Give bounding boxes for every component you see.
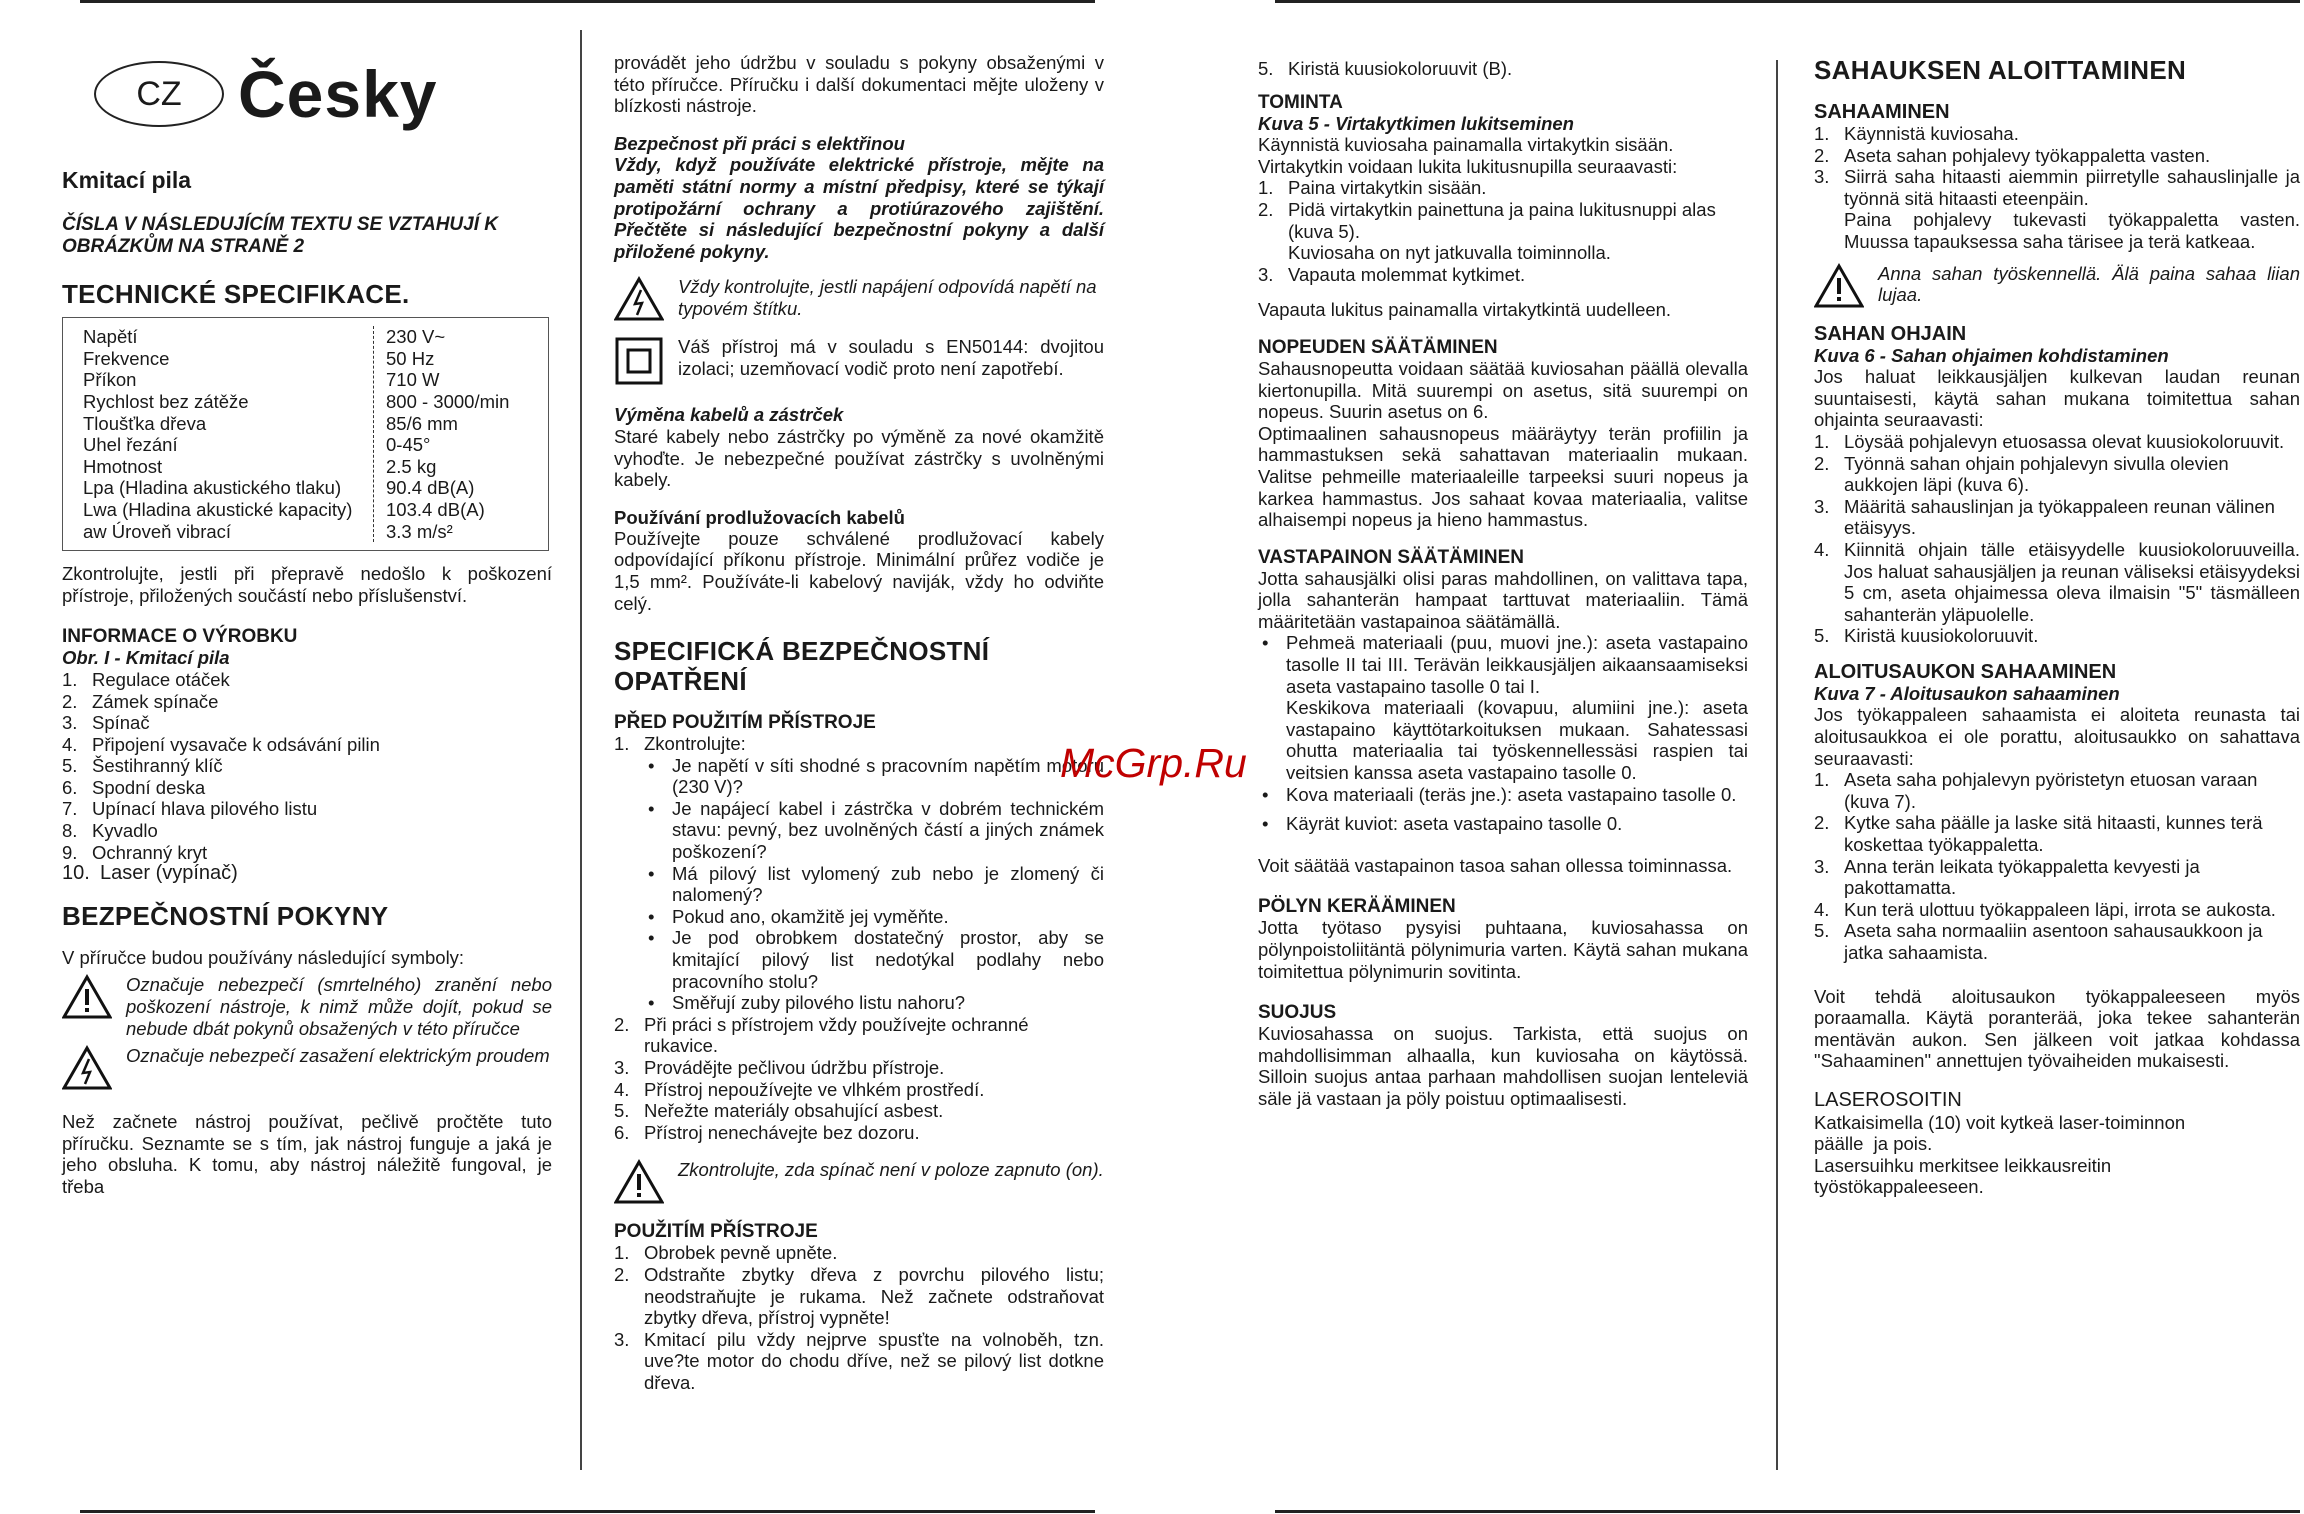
spec-label: Lpa (Hladina akustického tlaku) [83, 477, 342, 499]
list-item: Kuviosaha on nyt jatkuvalla toiminnolla. [1288, 242, 1611, 264]
spec-value: 800 - 3000/min [386, 390, 510, 412]
guard-text: Kuviosahassa on suojus. Tarkista, että suojus on mahdollisimman alhaalla, kun kuviosaha on käytössä. Silloin suojus antaa parhaan mahdollisen suojan lenteleviä säle jä vastaan ja pöly poistuu optimaalisesti. [1258, 1023, 1748, 1109]
use-heading: POUŽITÍM PŘÍSTROJE [614, 1221, 818, 1243]
list-item: 1. Obrobek pevně upněte. [614, 1242, 838, 1264]
spec-value: 3.3 m/s² [386, 520, 453, 542]
column-3 [1258, 58, 1748, 1110]
spec-label: Rychlost bez zátěže [83, 390, 249, 412]
symbols-intro: V příručce budou používány následující symboly: [62, 946, 465, 968]
list-item: 2. Työnnä sahan ohjain pohjalevyn sivulla olevien aukkojen läpi (kuva 6). [1814, 452, 2229, 496]
start-sawing-heading: SAHAUKSEN ALOITTAMINEN [1814, 55, 2187, 85]
spec-label: Frekvence [83, 347, 170, 369]
spec-label: Uhel řezání [83, 434, 178, 456]
list-item: 5. Neřežte materiály obsahující asbest. [614, 1100, 944, 1122]
counterweight-list [1258, 632, 1748, 834]
language-title: Česky [238, 57, 438, 131]
list-item: • Käyrät kuviot: aseta vastapaino tasolle 0. [1262, 813, 1623, 835]
list-item: 3. Siirrä saha hitaasti aiemmin piirretylle sahauslinjalle ja työnnä sitä hitaasti eteenpäin. [1814, 166, 2300, 209]
product-title: Kmitací pila [62, 167, 192, 193]
list-item: • Kova materiaali (teräs jne.): aseta vastapaino tasolle 0. [1262, 783, 1737, 805]
spec-table [62, 317, 549, 551]
warning-triangle-icon [1814, 263, 1864, 309]
laser-line: päälle ja pois. [1814, 1133, 1933, 1155]
insulation-note [614, 336, 1104, 386]
plunge-intro: Jos työkappaleen sahaamista ei aloiteta reunasta tai aloitusaukkoa ei ole porattu, aloitusaukko on sahattava seuraavasti: [1814, 704, 2300, 769]
list-item: 5. Aseta saha normaaliin asentoon sahausaukkoon ja jatka sahaamista. [1814, 920, 2263, 963]
laser-line: Lasersuihku merkitsee leikkausreitin [1814, 1154, 2112, 1176]
column-divider-left [580, 30, 582, 1470]
list-item: 3. Anna terän leikata työkappaletta kevyesti ja pakottamatta. [1814, 855, 2200, 899]
lock-steps [1258, 177, 1748, 285]
list-item: 2. Při práci s přístrojem vždy používejte ochranné rukavice. [614, 1013, 1029, 1057]
warning-note [62, 974, 552, 1039]
specific-safety-heading: SPECIFICKÁ BEZPEČNOSTNÍ OPATŘENÍ [614, 636, 990, 697]
speed-heading: NOPEUDEN SÄÄTÄMINEN [1258, 336, 1498, 358]
tech-spec-heading: TECHNICKÉ SPECIFIKACE. [62, 279, 410, 310]
list-item: 1. Paina virtakytkin sisään. [1258, 177, 1487, 199]
list-item: 7. Upínací hlava pilového listu [62, 798, 318, 820]
laser-line: Katkaisimella (10) voit kytkeä laser-toiminnon [1814, 1111, 2186, 1133]
tighten-step [1258, 58, 1748, 80]
counterweight-heading: VASTAPAINON SÄÄTÄMINEN [1258, 546, 1524, 568]
list-item: 1. Aseta saha pohjalevyn pyöristetyn etuosan varaan (kuva 7). [1814, 769, 2258, 812]
sawing-note [1814, 263, 2300, 309]
list-item: 3. Määritä sahauslinjan ja työkappaleen reunan välinen etäisyys. [1814, 495, 2275, 539]
guard-heading: SUOJUS [1258, 1002, 1337, 1024]
spec-label: Lwa (Hladina akustické kapacity) [83, 498, 353, 520]
spec-labels [83, 326, 373, 542]
list-item: 3. Spínač [62, 712, 150, 734]
list-item: 5. Šestihranný klíč [62, 755, 223, 777]
spec-value: 103.4 dB(A) [386, 498, 485, 520]
electric-safety-heading: Bezpečnost při práci s elektřinou [614, 132, 905, 154]
use-steps [614, 1242, 1104, 1393]
extension-heading: Používání prodlužovacích kabelů [614, 506, 905, 528]
spec-value: 710 W [386, 369, 440, 391]
switch-note-text: Zkontrolujte, zda spínač není v poloze zapnuto (on). [678, 1159, 1104, 1181]
list-item: 3. Kmitací pilu vždy nejprve spusťte na volnoběh, tzn. uve?te motor do chodu dříve, než se pilový list dotkne dřeva. [614, 1328, 1104, 1393]
speed-text-1: Sahausnopeutta voidaan säätää kuviosahan päällä olevalla kiertonupilla. Mitä suurempi on asetus, sitä suurempi on nopeus. Suurin asetus on 6. [1258, 357, 1748, 423]
list-item: • Je pod obrobkem dostatečný prostor, aby se kmitající pilový list nedotýkal podlahy nebo pracovního stolu? [648, 927, 1104, 992]
electric-hazard-icon [62, 1045, 112, 1091]
list-item: 3. Vapauta molemmat kytkimet. [1258, 263, 1526, 285]
column-2 [614, 52, 1104, 1394]
list-item: 5. Kiristä kuusiokoloruuvit (B). [1258, 58, 1513, 79]
list-item: 1. Käynnistä kuviosaha. [1814, 123, 2019, 144]
list-item: 2. Pidä virtakytkin painettuna ja paina lukitusnuppi alas (kuva 5). [1258, 198, 1716, 242]
spec-label: Hmotnost [83, 455, 163, 477]
list-item: 3. Provádějte pečlivou údržbu přístroje. [614, 1057, 945, 1078]
voltage-note [614, 276, 1104, 322]
spec-value: 50 Hz [386, 347, 435, 369]
list-item: 5. Kiristä kuusiokoloruuvit. [1814, 625, 2039, 647]
cable-heading: Výměna kabelů a zástrček [614, 404, 844, 426]
tominta-heading: TOMINTA [1258, 91, 1343, 113]
electric-hazard-icon [614, 276, 664, 322]
warning-triangle-icon [614, 1159, 664, 1205]
spec-value: 85/6 mm [386, 412, 458, 434]
sawing-heading: SAHAAMINEN [1814, 101, 1950, 123]
before-use-list [614, 733, 1104, 755]
counterweight-note: Voit säätää vastapainon tasoa sahan ollessa toiminnassa. [1258, 854, 1733, 876]
plunge-alternative: Voit tehdä aloitusaukon työkappaleeseen myös poraamalla. Käytä poranterää, joka tekee sahanterän mentävän aukon. Sen jälkeen voit jatkaa kohdassa "Sahaaminen" annettujen työvaiheiden mukaisesti. [1814, 985, 2300, 1072]
transport-check: Zkontrolujte, jestli při přepravě nedošlo k poškození přístroje, přiložených součástí nebo příslušenství. [62, 563, 552, 606]
list-item: 1. Zkontrolujte: [614, 733, 746, 755]
country-code-badge: CZ [94, 61, 224, 127]
read-manual-text: Než začnete nástroj používat, pečlivě pročtěte tuto příručku. Seznamte se s tím, jak nástroj funguje a jaká je jeho obsluha. K tomu, aby nástroj náležitě fungoval, je třeba [62, 1111, 552, 1197]
double-insulation-icon [614, 336, 664, 386]
column-1 [62, 166, 552, 1198]
list-item: 4. Připojení vysavače k odsávání pilin [62, 733, 380, 755]
list-item: Paina pohjalevy tukevasti työkappaletta vasten. Muussa tapauksessa saha tärisee ja terä katkeaa. [1844, 209, 2300, 252]
speed-text-2: Optimaalinen sahausnopeus määräytyy terän profiilin ja hammastuksen sekä sahattavan materiaalin mukaan. Valitse pehmeille materiaaleille tarpeeksi suuri nopeus ja karkea hammastus. Jos sahaat kovaa materiaalia, valitse alhaisempi nopeus ja hieno hammastus. [1258, 422, 1748, 531]
electric-safety-text: Vždy, když používáte elektrické přístroje, mějte na paměti státní normy a místní předpisy, které se týkají protipožární ochrany a protiúrazového zajištění. Přečtěte si následující bezpečnostní pokyny a další přiložené pokyny. [614, 154, 1104, 262]
warning-triangle-icon [62, 974, 112, 1020]
guide-steps [1814, 431, 2300, 647]
figure-5-caption: Kuva 5 - Virtakytkimen lukitseminen [1258, 112, 1574, 134]
safety-heading: BEZPEČNOSTNÍ POKYNY [62, 900, 389, 931]
language-logo [94, 56, 438, 132]
list-item: 4. Přístroj nepoužívejte ve vlhkém prostředí. [614, 1078, 985, 1100]
top-rule-right [1275, 0, 2300, 3]
list-item: 9. Ochranný kryt [62, 841, 208, 863]
parts-list [62, 669, 552, 885]
electric-warning-note [62, 1045, 552, 1091]
spec-value: 230 V~ [386, 326, 446, 348]
list-item: 1. Regulace otáček [62, 668, 230, 690]
plunge-steps [1814, 769, 2300, 963]
sawing-note-text: Anna sahan työskennellä. Älä paina sahaa liian lujaa. [1878, 262, 2300, 306]
check-list [644, 755, 1104, 1014]
list-item: Keskikova materiaali (kovapuu, alumiini jne.): aseta vastapaino käyttötarkoituksen mukaan. Sahatessasi ohutta materiaalia tai työskennellessäsi raspien tai veitsien kanssa aseta vastapaino tasolle 0. [1286, 697, 1748, 784]
warning-text: Označuje nebezpečí (smrtelného) zranění nebo poškození nástroje, k nimž může dojít, pokud se nebude dbát pokynů obsažených v této příručce [126, 974, 552, 1039]
list-item: 2. Odstraňte zbytky dřeva z povrchu pilového listu; neodstraňujte je rukama. Než začnete odstraňovat zbytky dřeva, přístroj vypněte! [614, 1263, 1104, 1329]
guide-heading: SAHAN OHJAIN [1814, 322, 1967, 345]
top-rule-left [80, 0, 1095, 3]
laser-heading: LASEROSOITIN [1814, 1088, 1962, 1111]
cable-text: Staré kabely nebo zástrčky po výměně za nové okamžitě vyhoďte. Je nebezpečné používat zástrčky s uvolněnými kabely. [614, 425, 1104, 491]
safety-steps [614, 1014, 1104, 1144]
voltage-note-text: Vždy kontrolujte, jestli napájení odpovídá napětí na typovém štítku. [678, 276, 1097, 319]
list-item: 4. Kun terä ulottuu työkappaleen läpi, irrota se aukosta. [1814, 898, 2276, 920]
before-use-heading: PŘED POUŽITÍM PŘÍSTROJE [614, 712, 876, 734]
watermark: McGrp.Ru [1060, 740, 1247, 786]
list-item: 4. Kiinnitä ohjain tälle etäisyydelle kuusiokoloruuveilla. Jos haluat sahausjäljen ja reunan väliseksi etäisyydeksi 5 cm, aseta ohjaimessa oleva ilmaisin "5" täsmälleen sahanterän yläpuolelle. [1814, 538, 2300, 625]
switch-text-1: Käynnistä kuviosaha painamalla virtakytkin sisään. [1258, 134, 1674, 156]
bottom-rule-right [1275, 1510, 2300, 1513]
release-text: Vapauta lukitus painamalla virtakytkintä uudelleen. [1258, 299, 1672, 321]
extension-text: Používejte pouze schválené prodlužovací kabely odpovídající příkonu přístroje. Minimální průřez vodiče je 1,5 mm². Používáte-li kabelový naviják, vždy ho odviňte celý. [614, 527, 1104, 614]
dust-text: Jotta työtaso pysyisi puhtaana, kuviosahassa on pölynpoistoliitäntä pölynimuria varten. Käytä sahan mukana toimitettua pölynimurin sovitinta. [1258, 917, 1748, 982]
counterweight-text: Jotta sahausjälki olisi paras mahdollinen, on valittava tapa, jolla sahanterän hampaat tarttuvat materiaaliin. Tämä määritetään vastapainoa säätämällä. [1258, 567, 1748, 632]
spec-value: 2.5 kg [386, 455, 437, 477]
list-item: 2. Aseta sahan pohjalevy työkappaletta vasten. [1814, 144, 2211, 166]
list-item: 2. Kytke saha päälle ja laske sitä hitaasti, kunnes terä koskettaa työkappaletta. [1814, 812, 2263, 856]
list-item: 2. Zámek spínače [62, 690, 219, 712]
info-heading: INFORMACE O VÝROBKU [62, 626, 298, 648]
column-divider-right [1776, 60, 1778, 1470]
list-item: • Pehmeä materiaali (puu, muovi jne.): aseta vastapaino tasolle II tai III. Terävän leikkausjäljen aikaansaamiseksi aseta vastapaino tasolle 0 tai I. [1262, 632, 1748, 697]
continued-text: provádět jeho údržbu v souladu s pokyny obsaženými v této příručce. Příručku i další dokumentaci mějte uloženy v blízkosti nástroje. [614, 52, 1104, 117]
switch-text-2: Virtakytkin voidaan lukita lukitusnupilla seuraavasti: [1258, 155, 1678, 177]
list-item: 6. Spodní deska [62, 776, 206, 798]
electric-warning-text: Označuje nebezpečí zasažení elektrickým proudem [126, 1045, 550, 1067]
spec-label: Napětí [83, 326, 138, 348]
switch-note [614, 1159, 1104, 1205]
spec-value: 90.4 dB(A) [386, 477, 475, 499]
plunge-heading: ALOITUSAUKON SAHAAMINEN [1814, 660, 2117, 683]
spec-label: Tloušťka dřeva [83, 412, 207, 434]
list-item: 1. Löysää pohjalevyn etuosassa olevat kuusiokoloruuvit. [1814, 430, 2285, 452]
guide-intro: Jos haluat leikkausjäljen kulkevan laudan reunan suuntaisesti, käytä sahan mukana toimitettua sahan ohjainta seuraavasti: [1814, 366, 2300, 431]
figure-6-caption: Kuva 6 - Sahan ohjaimen kohdistaminen [1814, 344, 2169, 366]
list-item: • Má pilový list vylomený zub nebo je zlomený či nalomený? [648, 862, 1104, 906]
info-subheading: Obr. I - Kmitací pila [62, 647, 230, 669]
list-item: • Směřují zuby pilového listu nahoru? [648, 992, 966, 1014]
column-4 [1814, 55, 2300, 1198]
spec-value: 0-45° [386, 434, 431, 456]
list-item: • Je napájecí kabel i zástrčka v dobrém technickém stavu: pevný, bez uvolněných částí a jiných známek poškození? [648, 797, 1104, 863]
laser-line: työstökappaleeseen. [1814, 1176, 1984, 1198]
insulation-text: Váš přístroj má v souladu s EN50144: dvojitou izolaci; uzemňovací vodič proto není zapotřebí. [678, 336, 1104, 379]
spec-values [373, 326, 509, 542]
list-item: 8. Kyvadlo [62, 820, 158, 842]
figure-7-caption: Kuva 7 - Aloitusaukon sahaaminen [1814, 682, 2120, 704]
figure-note: ČÍSLA V NÁSLEDUJÍCÍM TEXTU SE VZTAHUJÍ K OBRÁZKŮM NA STRANĚ 2 [62, 214, 498, 257]
bottom-rule-left [80, 1510, 1095, 1513]
list-item: 6. Přístroj nenechávejte bez dozoru. [614, 1121, 920, 1143]
list-item: 10. Laser (vypínač) [62, 862, 238, 885]
dust-heading: PÖLYN KERÄÄMINEN [1258, 896, 1456, 918]
spec-label: aw Úroveň vibrací [83, 520, 232, 542]
list-item: • Je napětí v síti shodné s pracovním napětím motoru (230 V)? [648, 754, 1104, 798]
sawing-steps [1814, 123, 2300, 253]
spec-label: Příkon [83, 369, 137, 391]
list-item: • Pokud ano, okamžitě jej vyměňte. [648, 905, 949, 927]
